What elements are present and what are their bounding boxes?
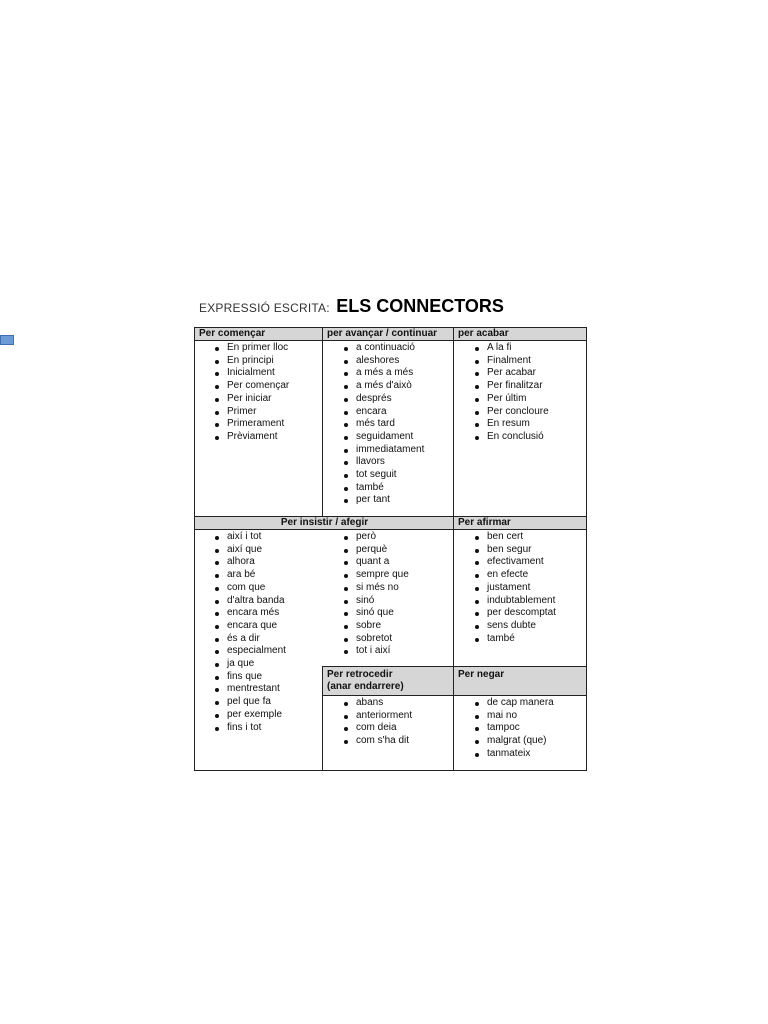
list-item: Primerament (211, 418, 289, 431)
list-item: ben segur (471, 544, 556, 557)
list-item: també (471, 633, 556, 646)
list-item: a més d'això (340, 380, 424, 393)
list-item: sens dubte (471, 620, 556, 633)
list-item: Per finalitzar (471, 380, 549, 393)
list-insistir-b (340, 531, 409, 658)
list-item: fins que (211, 671, 286, 684)
list-item: sobretot (340, 633, 409, 646)
list-insistir-a (211, 531, 286, 734)
list-item: per exemple (211, 709, 286, 722)
list-item: encara (340, 406, 424, 419)
list-item: Inicialment (211, 367, 289, 380)
list-item: abans (340, 697, 412, 710)
list-item: més tard (340, 418, 424, 431)
list-item: també (340, 482, 424, 495)
list-afirmar (471, 531, 556, 645)
list-item: malgrat (que) (471, 735, 554, 748)
list-item: Per acabar (471, 367, 549, 380)
title-prefix: EXPRESSIÓ ESCRITA: (199, 301, 330, 315)
list-item: com deia (340, 722, 412, 735)
header-avancar: per avançar / continuar (323, 328, 454, 341)
list-item: tampoc (471, 722, 554, 735)
divider (322, 666, 323, 770)
header-comencar: Per començar (195, 328, 323, 341)
list-item: per descomptat (471, 607, 556, 620)
list-item: però (340, 531, 409, 544)
header-acabar: per acabar (454, 328, 586, 341)
list-item: ja que (211, 658, 286, 671)
list-item: sinó (340, 595, 409, 608)
list-item: immediatament (340, 444, 424, 457)
list-item: Per últim (471, 393, 549, 406)
list-item: llavors (340, 456, 424, 469)
list-item: tot i així (340, 645, 409, 658)
list-item: Prèviament (211, 431, 289, 444)
list-item: A la fi (471, 342, 549, 355)
list-item: Per concloure (471, 406, 549, 419)
list-item: així i tot (211, 531, 286, 544)
list-item: alhora (211, 556, 286, 569)
list-item: com que (211, 582, 286, 595)
list-item: efectivament (471, 556, 556, 569)
list-item: En conclusió (471, 431, 549, 444)
header-insistir: Per insistir / afegir (195, 516, 454, 530)
list-item: per tant (340, 494, 424, 507)
list-item: Per iniciar (211, 393, 289, 406)
header-afirmar: Per afirmar (454, 516, 586, 530)
list-item: ara bé (211, 569, 286, 582)
list-item: mai no (471, 710, 554, 723)
list-item: encara que (211, 620, 286, 633)
list-item: pel que fa (211, 696, 286, 709)
list-item: seguidament (340, 431, 424, 444)
list-item: indubtablement (471, 595, 556, 608)
list-item: sinó que (340, 607, 409, 620)
list-item: com s'ha dit (340, 735, 412, 748)
list-item: Finalment (471, 355, 549, 368)
list-item: En primer lloc (211, 342, 289, 355)
list-item: justament (471, 582, 556, 595)
header-retrocedir-line2: (anar endarrere) (327, 681, 404, 692)
list-item: sobre (340, 620, 409, 633)
list-item: fins i tot (211, 722, 286, 735)
divider (322, 328, 323, 516)
list-item: si més no (340, 582, 409, 595)
list-item: a continuació (340, 342, 424, 355)
list-item: quant a (340, 556, 409, 569)
list-item: tanmateix (471, 748, 554, 761)
list-item: encara més (211, 607, 286, 620)
side-tab-marker[interactable] (0, 335, 14, 345)
list-item: mentrestant (211, 683, 286, 696)
list-acabar (471, 342, 549, 444)
connectors-table (194, 327, 587, 771)
list-negar (471, 697, 554, 761)
list-item: En resum (471, 418, 549, 431)
list-item: anteriorment (340, 710, 412, 723)
list-comencar (211, 342, 289, 444)
list-avancar (340, 342, 424, 507)
list-item: així que (211, 544, 286, 557)
header-negar: Per negar (454, 666, 586, 696)
list-retrocedir (340, 697, 412, 748)
list-item: sempre que (340, 569, 409, 582)
list-item: en efecte (471, 569, 556, 582)
list-item: tot seguit (340, 469, 424, 482)
list-item: Per començar (211, 380, 289, 393)
list-item: Primer (211, 406, 289, 419)
document-title (199, 296, 504, 317)
list-item: aleshores (340, 355, 424, 368)
header-retrocedir-line1: Per retrocedir (327, 669, 393, 680)
list-item: d'altra banda (211, 595, 286, 608)
divider (453, 328, 454, 770)
list-item: és a dir (211, 633, 286, 646)
list-item: ben cert (471, 531, 556, 544)
title-main: ELS CONNECTORS (336, 296, 504, 316)
list-item: En principi (211, 355, 289, 368)
list-item: especialment (211, 645, 286, 658)
list-item: després (340, 393, 424, 406)
list-item: perquè (340, 544, 409, 557)
list-item: de cap manera (471, 697, 554, 710)
header-retrocedir (323, 666, 454, 696)
list-item: a més a més (340, 367, 424, 380)
